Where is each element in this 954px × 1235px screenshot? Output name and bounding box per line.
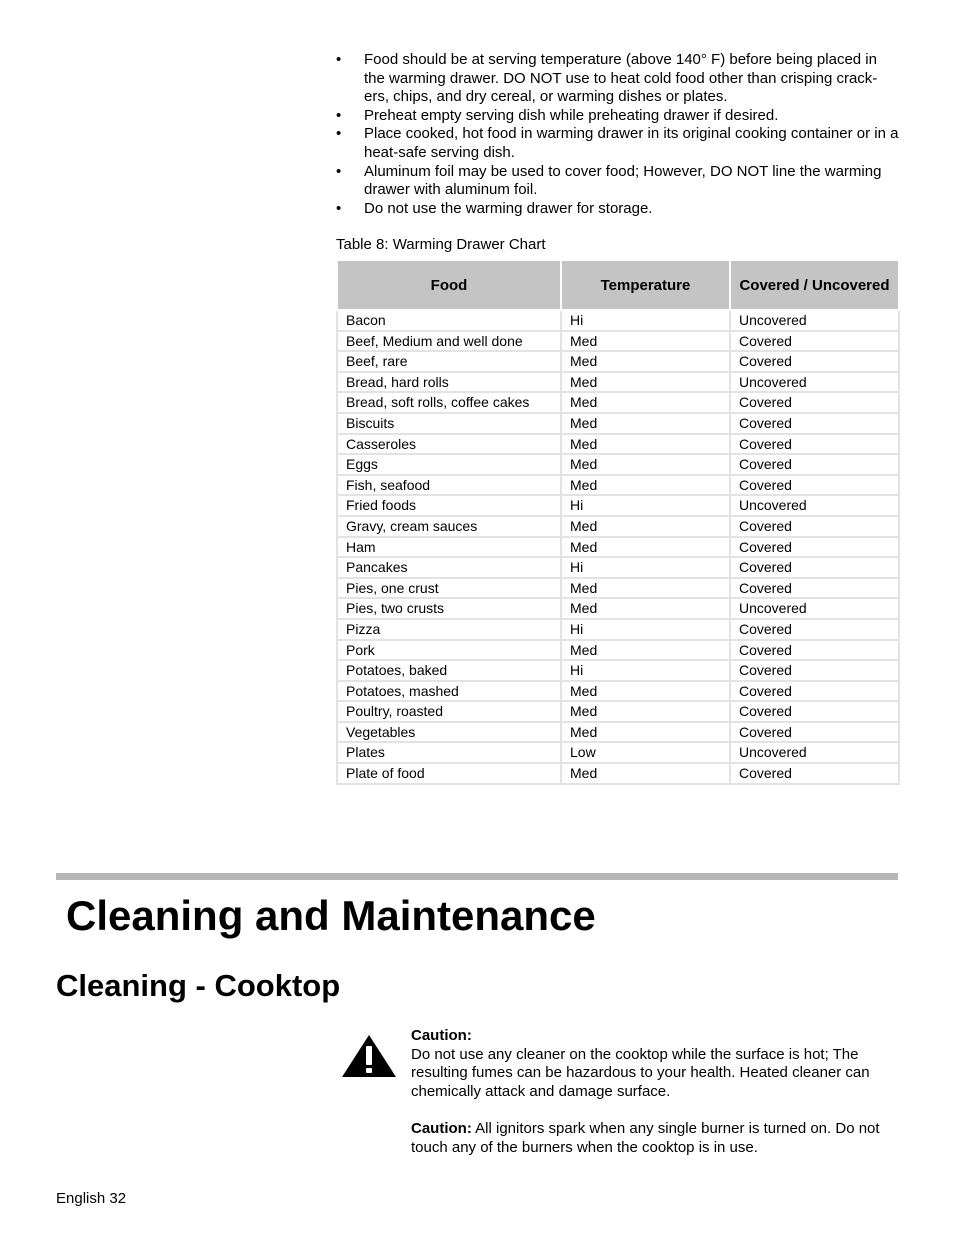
cell-temperature: Med <box>561 516 730 537</box>
warning-triangle-icon <box>341 1034 397 1078</box>
cell-covered: Covered <box>730 763 899 784</box>
cell-food: Beef, rare <box>337 351 561 372</box>
table-row <box>337 495 899 516</box>
table-row <box>337 557 899 578</box>
table-row <box>337 578 899 599</box>
cell-covered: Covered <box>730 392 899 413</box>
cell-temperature: Med <box>561 722 730 743</box>
table-row <box>337 454 899 475</box>
bullet-icon: • <box>336 106 342 124</box>
cell-temperature: Med <box>561 475 730 496</box>
cell-food: Beef, Medium and well done <box>337 331 561 352</box>
table-row <box>337 413 899 434</box>
cell-temperature: Med <box>561 578 730 599</box>
cell-temperature: Hi <box>561 660 730 681</box>
table-row <box>337 392 899 413</box>
cell-covered: Covered <box>730 475 899 496</box>
bullet-icon: • <box>336 162 342 180</box>
cell-covered: Uncovered <box>730 598 899 619</box>
cell-temperature: Hi <box>561 495 730 516</box>
subsection-title: Cleaning - Cooktop <box>56 968 341 1003</box>
cell-covered: Covered <box>730 578 899 599</box>
cell-temperature: Med <box>561 598 730 619</box>
cell-food: Ham <box>337 537 561 558</box>
table-caption: Table 8: Warming Drawer Chart <box>336 236 546 253</box>
table-row <box>337 516 899 537</box>
section-title: Cleaning and Maintenance <box>66 892 596 939</box>
caution-block <box>411 1027 901 1157</box>
cell-covered: Covered <box>730 351 899 372</box>
cell-temperature: Hi <box>561 310 730 331</box>
cell-covered: Covered <box>730 331 899 352</box>
cell-food: Fried foods <box>337 495 561 516</box>
table-row <box>337 331 899 352</box>
cell-food: Pies, two crusts <box>337 598 561 619</box>
cell-food: Plates <box>337 742 561 763</box>
cell-temperature: Hi <box>561 557 730 578</box>
cell-covered: Uncovered <box>730 372 899 393</box>
table-row <box>337 619 899 640</box>
header-food: Food <box>337 260 561 310</box>
cell-temperature: Med <box>561 351 730 372</box>
bullet-text: Do not use the warming drawer for storage. <box>364 199 653 217</box>
cell-food: Casseroles <box>337 434 561 455</box>
cell-temperature: Med <box>561 701 730 722</box>
page-footer: English 32 <box>56 1190 127 1207</box>
cell-covered: Uncovered <box>730 310 899 331</box>
table-row <box>337 763 899 784</box>
table-row <box>337 537 899 558</box>
bullet-text: Preheat empty serving dish while preheating drawer if desired. <box>364 106 779 124</box>
cell-covered: Covered <box>730 434 899 455</box>
cell-temperature: Med <box>561 331 730 352</box>
cell-temperature: Hi <box>561 619 730 640</box>
cell-food: Pancakes <box>337 557 561 578</box>
table-row <box>337 660 899 681</box>
bullet-item <box>336 163 901 200</box>
bullet-item <box>336 107 901 126</box>
cell-covered: Uncovered <box>730 495 899 516</box>
cell-covered: Covered <box>730 557 899 578</box>
table-row <box>337 640 899 661</box>
bullet-text: Food should be at serving temperature (above 140° F) before being placed in the warming drawer. DO NOT use to heat cold food other than crisping crack-ers, chips, and dry cereal, or warming dishes or plates. <box>364 51 878 106</box>
cell-temperature: Med <box>561 681 730 702</box>
table-row <box>337 722 899 743</box>
header-covered: Covered / Uncovered <box>730 260 899 310</box>
caution-label-2: Caution: <box>411 1119 472 1137</box>
cell-temperature: Med <box>561 413 730 434</box>
cell-temperature: Med <box>561 372 730 393</box>
cell-food: Pies, one crust <box>337 578 561 599</box>
section-rule <box>56 873 898 880</box>
cell-food: Fish, seafood <box>337 475 561 496</box>
bullet-text: Place cooked, hot food in warming drawer in its original cooking container or in a heat-safe serving dish. <box>364 125 899 161</box>
warming-drawer-tips <box>336 51 901 218</box>
cell-covered: Covered <box>730 619 899 640</box>
cell-covered: Covered <box>730 681 899 702</box>
cell-covered: Covered <box>730 454 899 475</box>
caution-label-1: Caution: <box>411 1027 472 1044</box>
table-row <box>337 475 899 496</box>
cell-food: Eggs <box>337 454 561 475</box>
cell-food: Bread, hard rolls <box>337 372 561 393</box>
cell-covered: Covered <box>730 722 899 743</box>
bullet-icon: • <box>336 51 342 68</box>
caution-text-2: All ignitors spark when any single burner is turned on. Do not touch any of the burners when the cooktop is in use. <box>411 1119 880 1156</box>
bullet-text: Aluminum foil may be used to cover food; However, DO NOT line the warming drawer with aluminum foil. <box>364 162 882 199</box>
cell-covered: Covered <box>730 537 899 558</box>
cell-food: Biscuits <box>337 413 561 434</box>
bullet-item <box>336 51 901 107</box>
warming-drawer-chart <box>336 259 900 785</box>
cell-food: Pizza <box>337 619 561 640</box>
bullet-item <box>336 125 901 162</box>
cell-covered: Covered <box>730 660 899 681</box>
table-row <box>337 598 899 619</box>
bullet-icon: • <box>336 125 342 143</box>
cell-temperature: Med <box>561 392 730 413</box>
cell-temperature: Med <box>561 434 730 455</box>
caution-text-1: Do not use any cleaner on the cooktop while the surface is hot; The resulting fumes can be hazardous to your health. Heated cleaner can chemically attack and damage surface. <box>411 1045 870 1100</box>
cell-covered: Covered <box>730 701 899 722</box>
cell-food: Pork <box>337 640 561 661</box>
cell-temperature: Med <box>561 763 730 784</box>
bullet-item <box>336 200 901 219</box>
table-row <box>337 742 899 763</box>
cell-temperature: Med <box>561 537 730 558</box>
cell-temperature: Low <box>561 742 730 763</box>
cell-food: Vegetables <box>337 722 561 743</box>
cell-temperature: Med <box>561 454 730 475</box>
cell-covered: Covered <box>730 640 899 661</box>
table-row <box>337 701 899 722</box>
cell-food: Bacon <box>337 310 561 331</box>
header-temperature: Temperature <box>561 260 730 310</box>
cell-covered: Uncovered <box>730 742 899 763</box>
cell-temperature: Med <box>561 640 730 661</box>
cell-covered: Covered <box>730 413 899 434</box>
cell-food: Potatoes, baked <box>337 660 561 681</box>
cell-food: Plate of food <box>337 763 561 784</box>
table-row <box>337 351 899 372</box>
table-row <box>337 310 899 331</box>
bullet-icon: • <box>336 199 342 217</box>
table-row <box>337 434 899 455</box>
table-header-row <box>337 260 899 310</box>
table-row <box>337 681 899 702</box>
table-row <box>337 372 899 393</box>
cell-food: Poultry, roasted <box>337 701 561 722</box>
cell-covered: Covered <box>730 516 899 537</box>
cell-food: Bread, soft rolls, coffee cakes <box>337 392 561 413</box>
cell-food: Potatoes, mashed <box>337 681 561 702</box>
cell-food: Gravy, cream sauces <box>337 516 561 537</box>
